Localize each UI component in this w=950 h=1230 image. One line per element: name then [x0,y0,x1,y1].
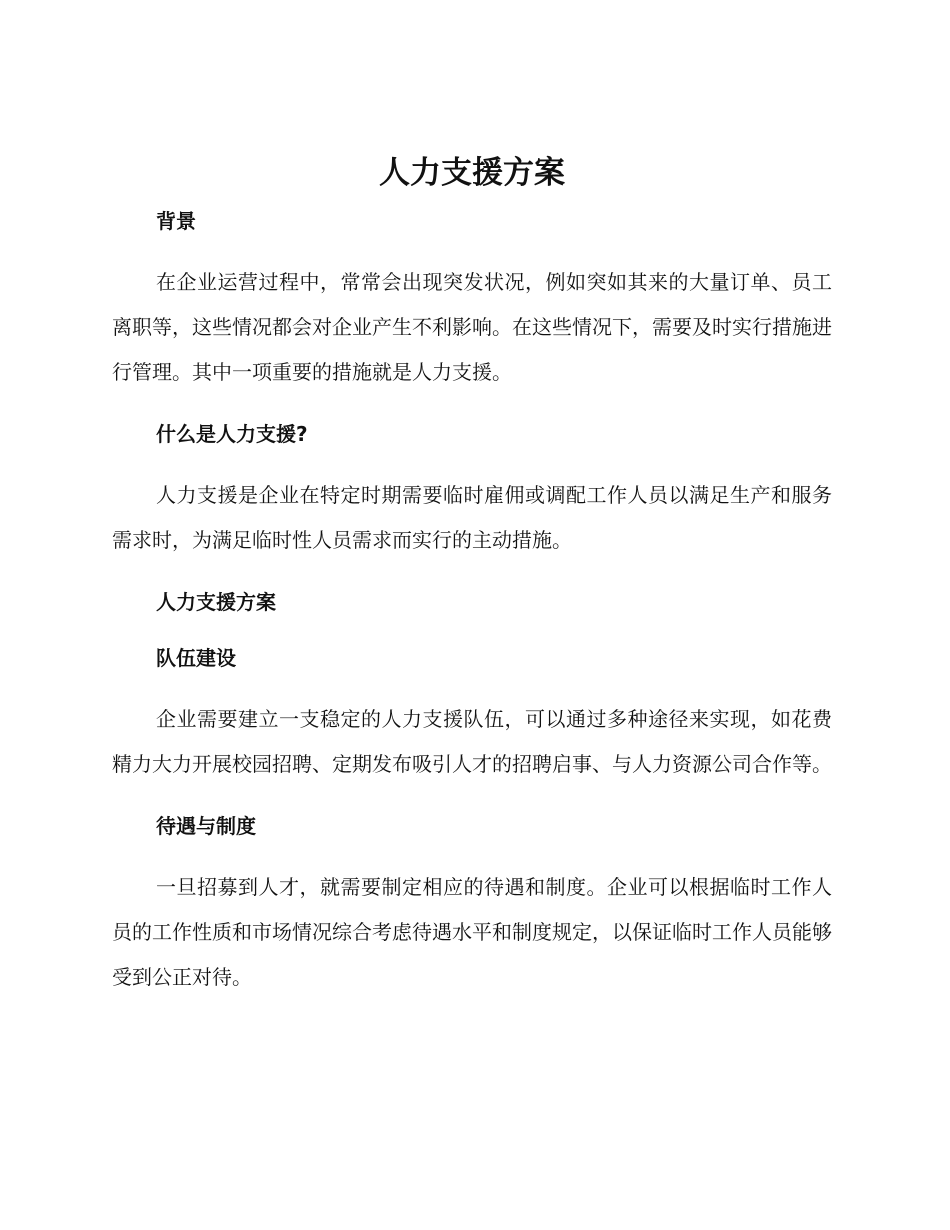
section-heading-team: 队伍建设 [156,646,236,670]
section-heading-plan: 人力支援方案 [156,590,276,614]
section-heading-what-is: 什么是人力支援? [156,422,308,446]
paragraph-treatment: 一旦招募到人才，就需要制定相应的待遇和制度。企业可以根据临时工作人员的工作性质和市场情况综合考虑待遇水平和制度规定，以保证临时工作人员能够受到公正对待。 [112,875,832,989]
section-heading-background: 背景 [156,209,196,233]
section-heading-treatment: 待遇与制度 [156,814,256,838]
paragraph-what-is: 人力支援是企业在特定时期需要临时雇佣或调配工作人员以满足生产和服务需求时，为满足临时性人员需求而实行的主动措施。 [112,483,832,552]
paragraph-team: 企业需要建立一支稳定的人力支援队伍，可以通过多种途径来实现，如花费精力大力开展校园招聘、定期发布吸引人才的招聘启事、与人力资源公司合作等。 [112,707,832,776]
document-page [112,150,832,1022]
paragraph-background: 在企业运营过程中，常常会出现突发状况，例如突如其来的大量订单、员工离职等，这些情况都会对企业产生不利影响。在这些情况下，需要及时实行措施进行管理。其中一项重要的措施就是人力支援。 [112,270,832,384]
document-title: 人力支援方案 [379,155,565,191]
